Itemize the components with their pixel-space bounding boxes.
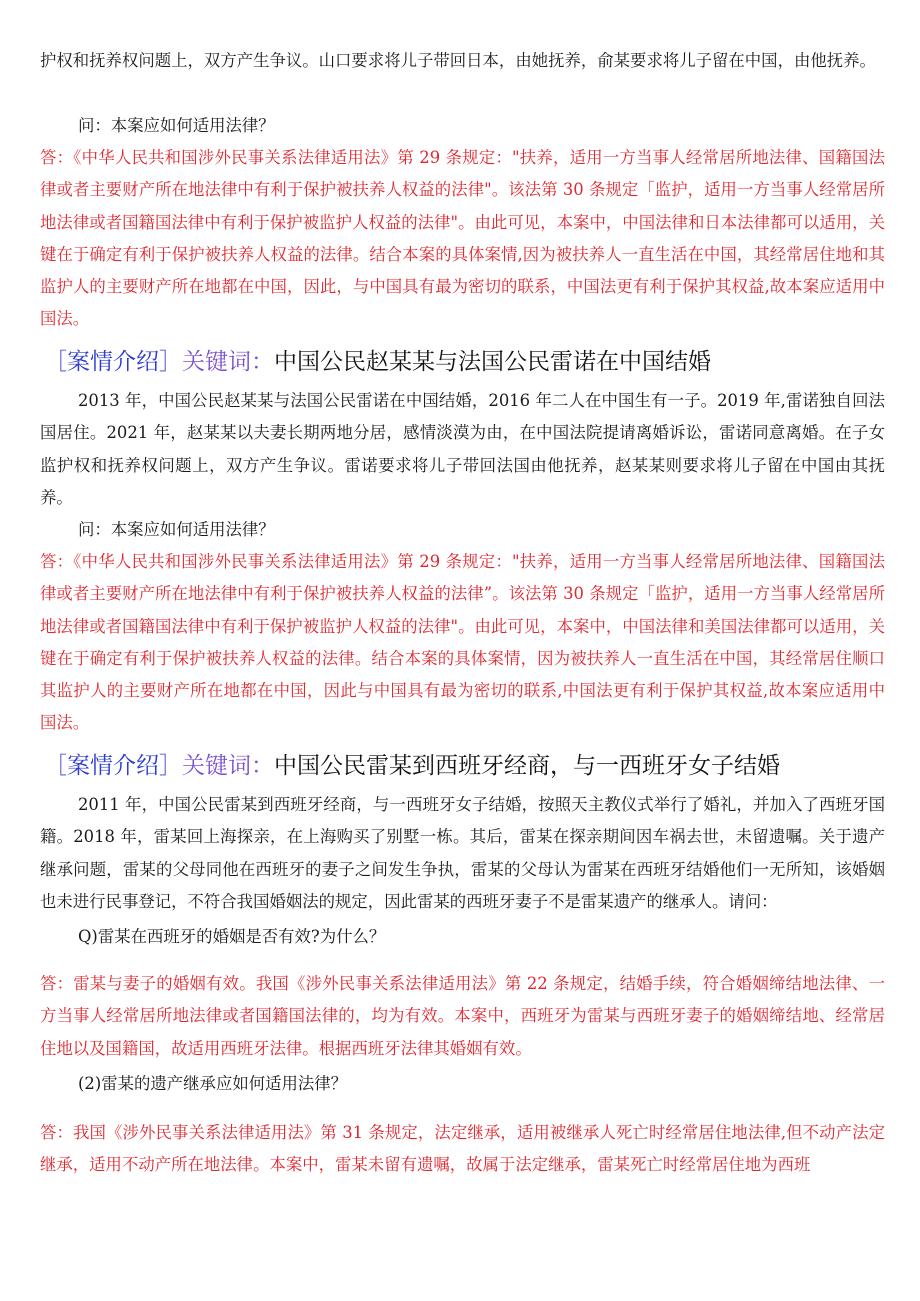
case-tag: ［案情介绍］: [44, 349, 182, 375]
case-title: 中国公民赵某某与法国公民雷诺在中国结婚: [274, 349, 711, 375]
case-intro-paragraph: 2011 年，中国公民雷某到西班牙经商，与一西班牙女子结婚，按照天主教仪式举行了婚礼，并加入了西班牙国籍。2018 年，雷某回上海探亲，在上海购买了别墅一栋。其后，雷某在探亲期间因车祸去世，未留遗嘱。关于遗产继承问题，雷某的父母同他在西班牙的妻子之间发生争执，雷某的父母认为雷某在西班牙结婚他们一无所知，该婚姻也未进行民事登记，不符合我国婚姻法的规定，因此雷某的西班牙妻子不是雷某遗产的继承人。请问：: [40, 795, 885, 911]
question-text: 问：本案应如何适用法律？: [78, 116, 275, 135]
answer-paragraph: 答：雷某与妻子的婚姻有效。我国《涉外民事关系法律适用法》第 22 条规定，结婚手续，符合婚姻缔结地法律、一方当事人经常居所地法律或者国籍国法律的，均为有效。本案中，西班牙为雷某与西班牙妻子的婚姻缔结地、经常居住地以及国籍国，故适用西班牙法律。根据西班牙法律其婚姻有效。: [40, 974, 885, 1058]
question-text: 问：本案应如何适用法律？: [78, 520, 275, 539]
case-heading: [44, 346, 904, 378]
answer-paragraph: 答：《中华人民共和国涉外民事关系法律适用法》第 29 条规定："扶养，适用一方当事人经常居所地法律、国籍国法律或者主要财产所在地法律中有利于保护被扶养人权益的法律”。该法第 30 条规定「监护，适用一方当事人经常居所地法律或者国籍国法律中有利于保护被监护人权益的法律"。由此可见，本案中，中国法律和美国法律都可以适用，关键在于确定有利于保护被扶养人权益的法律。结合本案的具体案情，因为被扶养人一直生活在中国，其经常居住顺口其监护人的主要财产所在地都在中国，因此与中国具有最为密切的联系,中国法更有利于保护其权益,故本案应适用中国法。: [40, 552, 885, 733]
keyword-label: 关键词：: [182, 349, 274, 375]
keyword-label: 关键词：: [182, 753, 274, 779]
answer-paragraph: 答：我国《涉外民事关系法律适用法》第 31 条规定，法定继承，适用被继承人死亡时经常居住地法律,但不动产法定继承，适用不动产所在地法律。本案中，雷某未留有遗嘱，故属于法定继承，雷某死亡时经常居住地为西班: [40, 1123, 885, 1175]
question-text: (2)雷某的遗产继承应如何适用法律？: [78, 1074, 348, 1093]
case-title: 中国公民雷某到西班牙经商，与一西班牙女子结婚: [274, 753, 780, 779]
question-text: Q)雷某在西班牙的婚姻是否有效?为什么？: [78, 927, 386, 946]
case-tag: ［案情介绍］: [44, 753, 182, 779]
intro-paragraph-continued: 护权和抚养权问题上，双方产生争议。山口要求将儿子带回日本，由她抚养，俞某要求将儿子留在中国，由他抚养。: [40, 51, 876, 70]
case-heading: [44, 750, 904, 782]
answer-paragraph: 答：《中华人民共和国涉外民事关系法律适用法》第 29 条规定："扶养，适用一方当事人经常居所地法律、国籍国法律或者主要财产所在地法律中有利于保护被扶养人权益的法律"。该法第 30 条规定「监护，适用一方当事人经常居所地法律或者国籍国法律中有利于保护被监护人权益的法律"。由此可见，本案中，中国法律和日本法律都可以适用，关键在于确定有利于保护被扶养人权益的法律。结合本案的具体案情,因为被扶养人一直生活在中国，其经常居住地和其监护人的主要财产所在地都在中国，因此，与中国具有最为密切的联系，中国法更有利于保护其权益,故本案应适用中国法。: [40, 148, 885, 329]
case-intro-paragraph: 2013 年，中国公民赵某某与法国公民雷诺在中国结婚，2016 年二人在中国生有一子。2019 年,雷诺独自回法国居住。2021 年，赵某某以夫妻长期两地分居，感情淡漠为由，在中国法院提请离婚诉讼，雷诺同意离婚。在子女监护权和抚养权问题上，双方产生争议。雷诺要求将儿子带回法国由他抚养，赵某某则要求将儿子留在中国由其抚养。: [40, 391, 885, 507]
